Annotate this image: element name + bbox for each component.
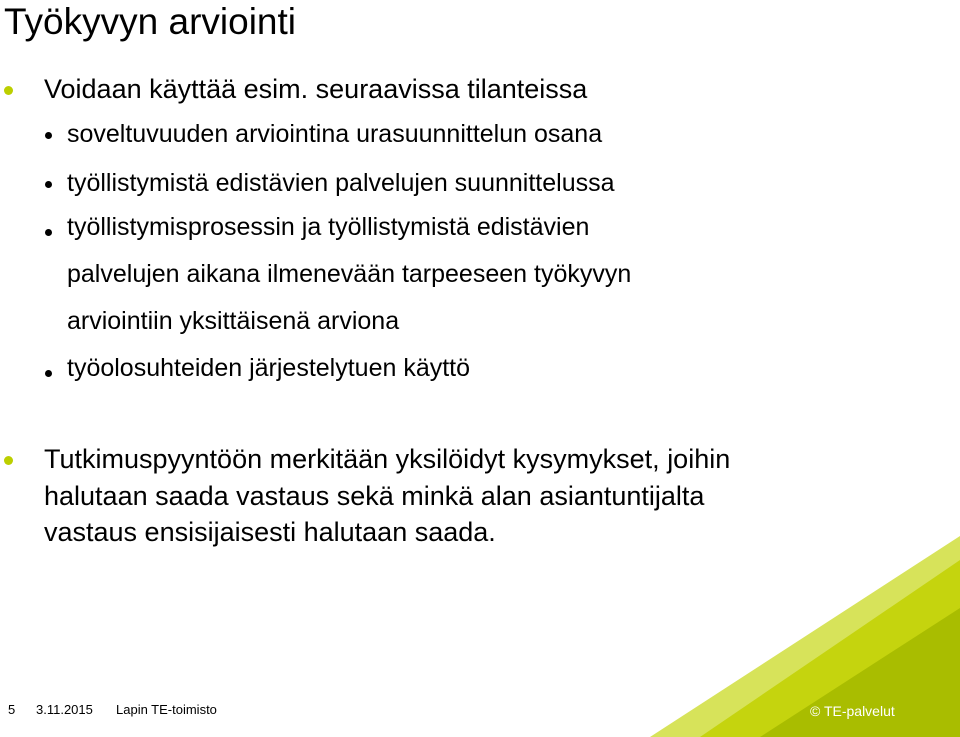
sub-bullet-text: palvelujen aikana ilmenevään tarpeeseen työkyvyn [67, 260, 632, 288]
sub-bullet-text: työllistymistä edistävien palvelujen suunnittelussa [67, 169, 615, 197]
sub-bullet-text: työolosuhteiden järjestelytuen käyttö [67, 354, 471, 382]
bullet-text: halutaan saada vastaus sekä minkä alan asiantuntijalta [44, 481, 705, 511]
brand-label: © TE-palvelut [810, 703, 895, 719]
sub-bullet-text: soveltuvuuden arviointina urasuunnittelun osana [67, 120, 603, 148]
sub-bullet-text: työllistymisprosessin ja työllistymistä edistävien [67, 213, 590, 241]
page-number: 5 [8, 702, 16, 717]
bullet-text: vastaus ensisijaisesti halutaan saada. [44, 517, 496, 547]
bullet-text: Tutkimuspyyntöön merkitään yksilöidyt kysymykset, joihin [44, 444, 731, 474]
footer-date: 3.11.2015 [36, 702, 93, 717]
slide-title: Työkyvyn arviointi [4, 1, 296, 42]
sub-bullet-text: arviointiin yksittäisenä arviona [67, 307, 400, 335]
bullet-text: Voidaan käyttää esim. seuraavissa tilanteissa [44, 74, 588, 104]
footer-organization: Lapin TE-toimisto [116, 702, 217, 717]
